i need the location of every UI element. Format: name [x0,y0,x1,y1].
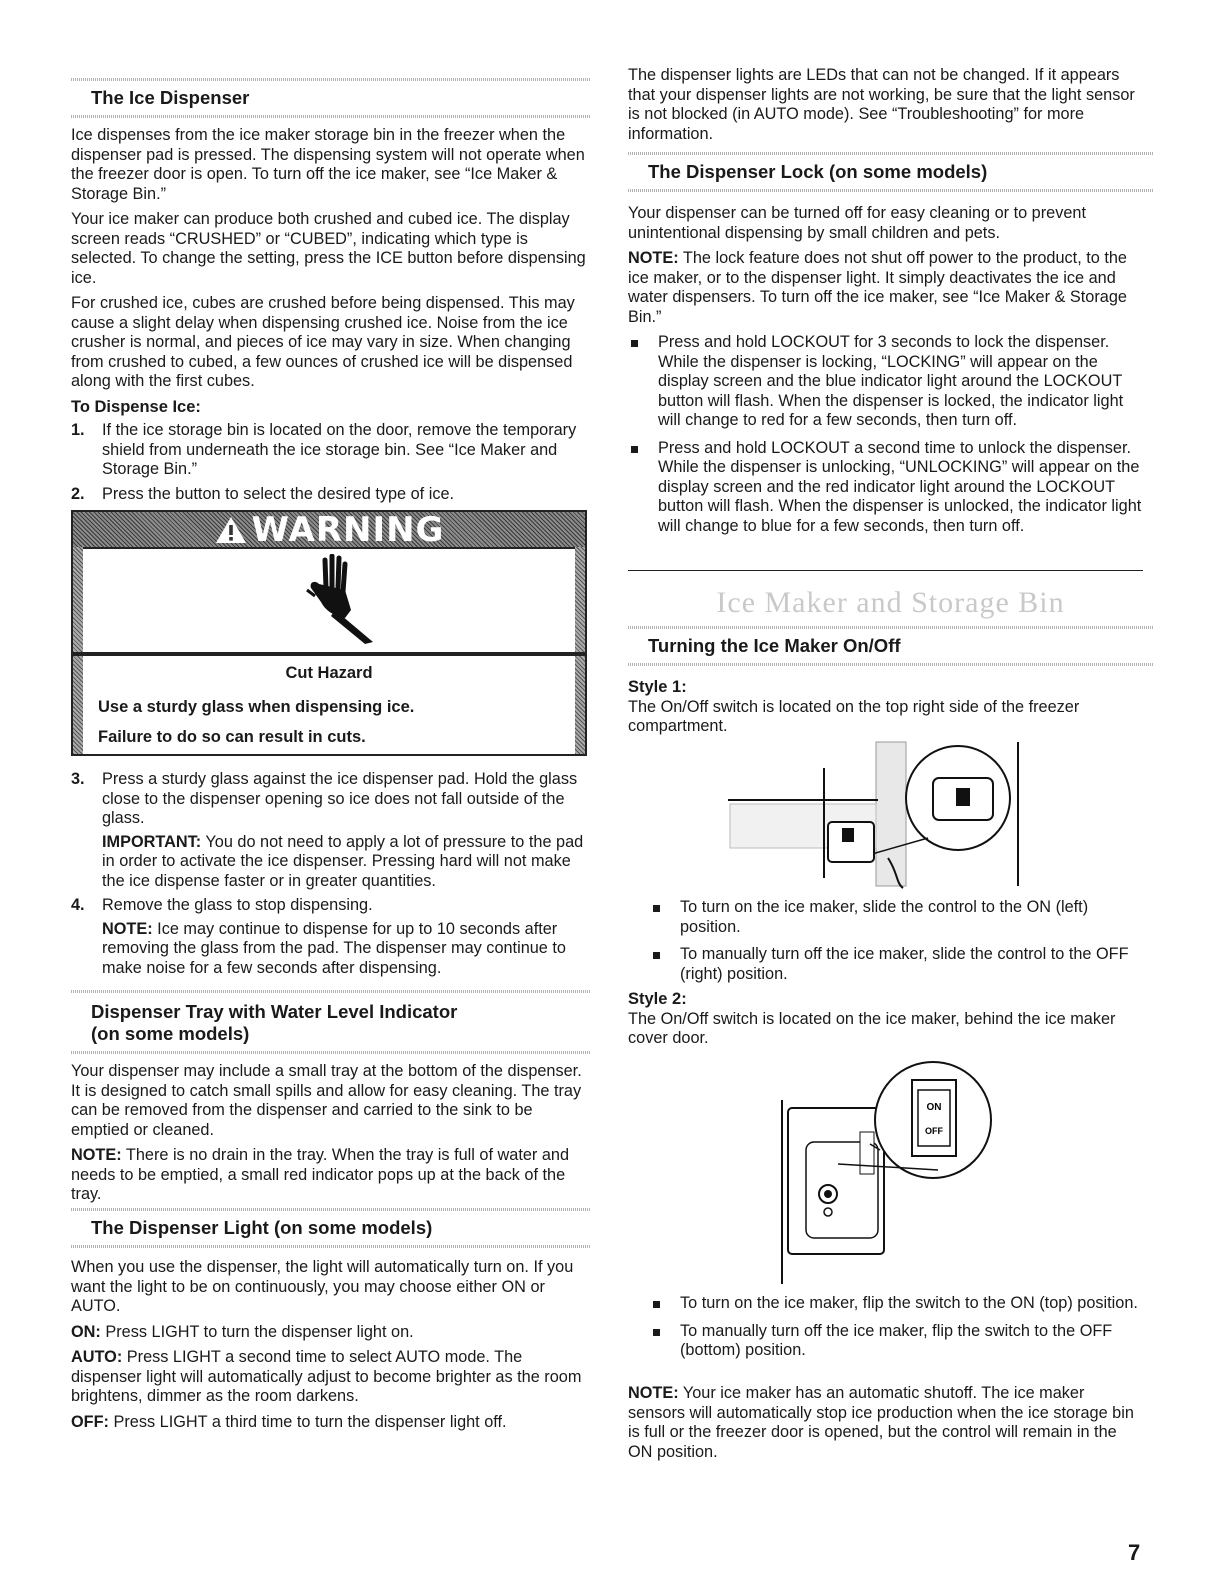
steps-list [71,421,591,504]
cut-hazard-hand-icon [295,554,375,646]
list-item: 2. Press the button to select the desired type of ice. [71,484,455,503]
style1-switch-illustration [728,738,1028,890]
paragraph: Your ice maker can produce both crushed and cubed ice. The display screen reads “CRUSHED” or “CUBED”, indicating which type is selected. To change the setting, press the ICE button before dispensing ice. [71,210,586,287]
paragraph: NOTE: There is no drain in the tray. When the tray is full of water and needs to be emptied, a small red indicator pops up at the back of the tray. [71,1146,570,1203]
switch-off-label: OFF [925,1126,943,1136]
section-title: The Dispenser Light (on some models) [91,1217,433,1238]
bullet-list [628,333,1143,536]
section-title: Turning the Ice Maker On/Off [648,635,901,656]
paragraph: The On/Off switch is located on the ice maker, behind the ice maker cover door. [628,1009,1116,1047]
section-header-dispenser-lock [628,152,1153,192]
paragraph: AUTO: Press LIGHT a second time to select AUTO mode. The dispenser light will automatically adjust to become brighter as the room brightens, dimmer as the room darkens. [71,1348,582,1405]
warning-box [71,510,587,756]
list-item: 1. If the ice storage bin is located on the door, remove the temporary shield from underneath the ice storage bin. See “Ice Maker and Storage Bin.” [71,421,577,478]
warning-line: Failure to do so can result in cuts. [98,728,366,746]
subheading: Style 2: [628,990,687,1008]
list-item: To manually turn off the ice maker, flip the switch to the OFF (bottom) position. [650,1322,1143,1361]
style2-block [628,990,1143,1049]
style2-bullets [650,1294,1143,1369]
section-title: The Ice Dispenser [91,87,250,108]
dispenser-light-body [71,1258,591,1438]
list-item: To turn on the ice maker, slide the control to the ON (left) position. [650,898,1143,937]
paragraph: Your dispenser can be turned off for easy cleaning or to prevent unintentional dispensing by small children and pets. [628,204,1086,242]
paragraph: The On/Off switch is located on the top right side of the freezer compartment. [628,697,1080,735]
paragraph: The dispenser lights are LEDs that can not be changed. If it appears that your dispenser lights are not working, be sure that the light sensor is not blocked (in AUTO mode). See “Troubleshooting” for more information. [628,66,1135,143]
chapter-title: Ice Maker and Storage Bin [716,586,1065,619]
paragraph: NOTE: The lock feature does not shut off power to the product, to the ice maker, or to the dispenser light. It simply deactivates the ice and water dispensers. To turn off the ice maker, see “Ice Maker & Storage Bin.” [628,249,1127,326]
paragraph: OFF: Press LIGHT a third time to turn the dispenser light off. [71,1412,507,1431]
section-header-ice-dispenser [71,78,591,118]
leds-paragraph-block [628,66,1143,144]
dispenser-lock-body [628,204,1143,544]
style1-block [628,678,1143,737]
page-number: 7 [1128,1540,1141,1565]
style1-bullets [650,898,1143,992]
steps-after-warning [71,770,591,983]
paragraph: When you use the dispenser, the light will automatically turn on. If you want the light to be on continuously, you may choose either ON or AUTO. [71,1258,574,1315]
list-item: 3. Press a sturdy glass against the ice dispenser pad. Hold the glass close to the dispenser opening so ice does not fall outside of the glass. IMPORTANT: You do not need to apply a lot of pressure to the pad in order to activate the ice dispenser. Pressing hard will not make the ice dispense faster or in greater quantities. [71,770,584,890]
bullet-list [650,1294,1143,1361]
hazard-title: Cut Hazard [285,664,373,682]
list-item: To turn on the ice maker, flip the switch to the ON (top) position. [650,1294,1143,1314]
section-header-dispenser-light [71,1208,591,1248]
list-item: Press and hold LOCKOUT for 3 seconds to lock the dispenser. While the dispenser is locking, “LOCKING” will appear on the display screen and the blue indicator light around the LOCKOUT button will flash. When the dispenser is locked, the indicator light will change to red for a few seconds, then turn off. [628,333,1143,431]
list-item: Press and hold LOCKOUT a second time to unlock the dispenser. While the dispenser is unlocking, “UNLOCKING” will appear on the display screen and the red indicator light around the LOCKOUT button will flash. When the dispenser is unlocked, the indicator light will change to blue for a few seconds, then turn off. [628,439,1143,537]
section-header-ice-maker-onoff [628,626,1153,666]
paragraph: ON: Press LIGHT to turn the dispenser light on. [71,1322,414,1341]
list-item: 4. Remove the glass to stop dispensing. NOTE: Ice may continue to dispense for up to 10 seconds after removing the glass from the pad. The dispenser may continue to make noise for a few seconds after dispensing. [71,896,566,977]
warning-triangle-icon [214,515,248,545]
steps-list [71,770,591,978]
section-title: Dispenser Tray with Water Level Indicator (on some models) [91,1001,458,1044]
paragraph: For crushed ice, cubes are crushed before being dispensed. This may cause a slight delay when dispensing crushed ice. Noise from the ice crusher is normal, and pieces of ice may vary in size. When changing from crushed to cubed, a few ounces of crushed ice will be dispensed along with the first cubes. [71,294,575,390]
bullet-list [650,898,1143,984]
section-header-dispenser-tray [71,990,591,1054]
warning-line: Use a sturdy glass when dispensing ice. [98,698,415,716]
subheading: Style 1: [628,678,687,696]
paragraph: Your dispenser may include a small tray at the bottom of the dispenser. It is designed to catch small spills and allow for easy cleaning. The tray can be removed from the dispenser and carried to the sink to be emptied or cleaned. [71,1062,582,1139]
warning-label: WARNING [251,509,445,550]
ice-dispenser-body [71,126,591,509]
switch-on-label: ON [926,1102,942,1113]
onoff-note-block [628,1384,1143,1462]
divider [628,570,1143,571]
style2-switch-illustration [778,1054,998,1288]
list-item: To manually turn off the ice maker, slide the control to the OFF (right) position. [650,945,1143,984]
warning-banner [73,509,585,550]
section-title: The Dispenser Lock (on some models) [648,161,988,182]
paragraph: Ice dispenses from the ice maker storage bin in the freezer when the dispenser pad is pressed. The dispensing system will not operate when the freezer door is open. To turn off the ice maker, see “Ice Maker & Storage Bin.” [71,126,585,203]
paragraph: NOTE: Your ice maker has an automatic shutoff. The ice maker sensors will automatically stop ice production when the ice storage bin is full or the freezer door is opened, but the control will remain in the ON position. [628,1384,1134,1461]
dispenser-tray-body [71,1062,591,1211]
subheading: To Dispense Ice: [71,397,201,416]
